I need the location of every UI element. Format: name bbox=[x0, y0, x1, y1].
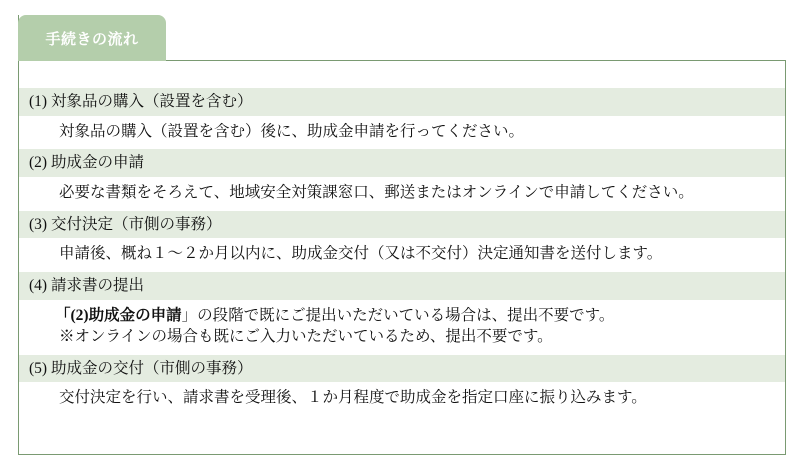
step-item bbox=[19, 149, 785, 210]
step-title: (4) 請求書の提出 bbox=[19, 272, 785, 300]
step-line: 対象品の購入（設置を含む）後に、助成金申請を行ってください。 bbox=[59, 122, 525, 140]
frame-right-border bbox=[785, 60, 786, 455]
step-title: (3) 交付決定（市側の事務） bbox=[19, 211, 785, 239]
step-title: (1) 対象品の購入（設置を含む） bbox=[19, 88, 785, 116]
step-line: 必要な書類をそろえて、地域安全対策課窓口、郵送またはオンラインで申請してください。 bbox=[59, 183, 694, 201]
frame-bottom-border bbox=[18, 454, 786, 455]
section-tab bbox=[18, 15, 166, 61]
section-tab-label: 手続きの流れ bbox=[45, 30, 139, 48]
step-item bbox=[19, 355, 785, 416]
step-body bbox=[19, 382, 785, 416]
step-line bbox=[19, 306, 785, 327]
step-line: 申請後、概ね１～２か月以内に、助成金交付（又は不交付）決定通知書を送付します。 bbox=[59, 245, 663, 263]
frame-top-border bbox=[166, 60, 786, 61]
steps-list bbox=[19, 88, 785, 416]
step-line: 交付決定を行い、請求書を受理後、１か月程度で助成金を指定口座に振り込みます。 bbox=[59, 389, 647, 407]
step-body bbox=[19, 116, 785, 150]
step-body bbox=[19, 300, 785, 355]
step-title: (2) 助成金の申請 bbox=[19, 149, 785, 177]
step-item bbox=[19, 272, 785, 354]
step-line-emphasis: 「(2)助成金の申請 bbox=[55, 306, 182, 324]
step-item bbox=[19, 211, 785, 272]
step-line-text: 」の段階で既にご提出いただいている場合は、提出不要です。 bbox=[181, 306, 615, 324]
step-item bbox=[19, 88, 785, 149]
step-line: ※オンラインの場合も既にご入力いただいているため、提出不要です。 bbox=[59, 327, 553, 345]
step-title: (5) 助成金の交付（市側の事務） bbox=[19, 355, 785, 383]
step-body bbox=[19, 177, 785, 211]
step-body bbox=[19, 238, 785, 272]
